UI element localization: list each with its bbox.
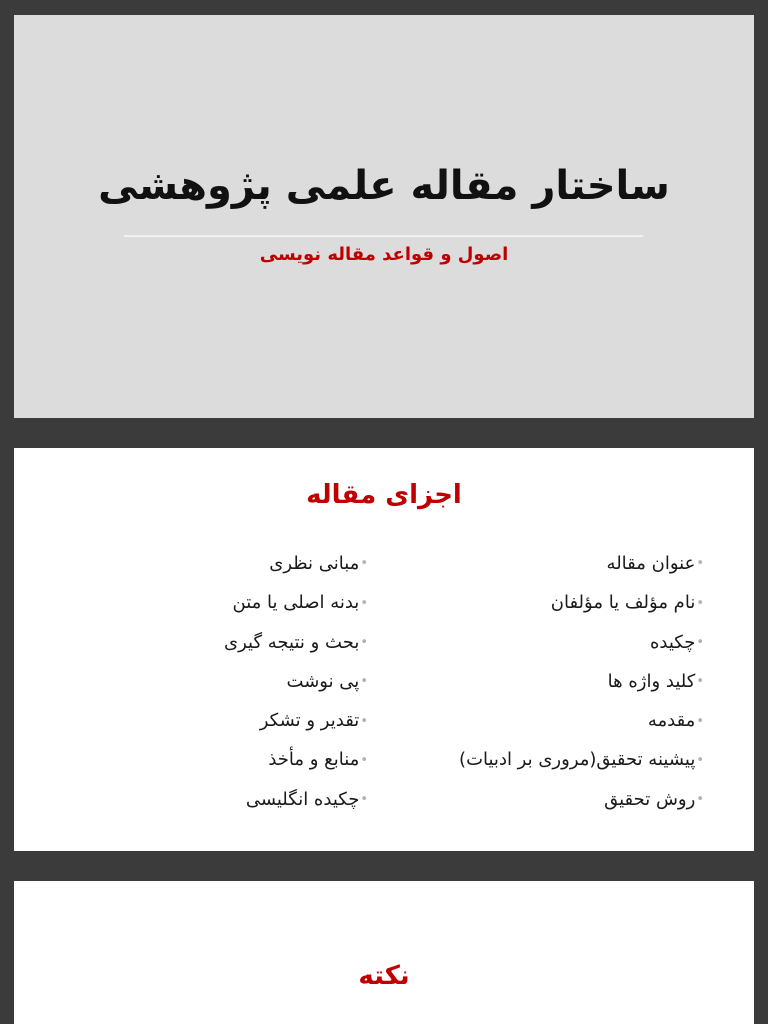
- list-item: [224, 583, 368, 622]
- bullet-icon: •: [360, 713, 368, 729]
- list-item-label: چکیده: [649, 631, 696, 653]
- slide-heading: اجزای مقاله: [306, 480, 462, 510]
- bullet-icon: •: [696, 634, 704, 650]
- slide-title[interactable]: [14, 15, 754, 418]
- list-item: [224, 662, 368, 701]
- presentation-title: ساختار مقاله علمی پژوهشی: [98, 163, 670, 209]
- presentation-subtitle: اصول و قواعد مقاله نویسی: [259, 244, 509, 265]
- list-item-label: تقدیر و تشکر: [259, 710, 360, 732]
- slide-note[interactable]: [14, 881, 754, 1024]
- list-item: [459, 701, 704, 740]
- list-item-label: پیشینه تحقیق(مروری بر ادبیات): [459, 749, 696, 771]
- bullet-icon: •: [360, 634, 368, 650]
- bullet-icon: •: [360, 674, 368, 690]
- bullet-icon: •: [696, 556, 704, 572]
- list-item-label: پی نوشت: [286, 670, 360, 692]
- bullet-icon: •: [360, 792, 368, 808]
- list-item: [459, 544, 704, 583]
- bullet-icon: •: [360, 595, 368, 611]
- list-item-label: بحث و نتیجه گیری: [224, 631, 360, 653]
- list-item-label: بدنه اصلی یا متن: [232, 592, 360, 614]
- list-item-label: نام مؤلف یا مؤلفان: [550, 592, 696, 614]
- list-item-label: کلید واژه ها: [607, 670, 696, 692]
- list-item: [224, 740, 368, 779]
- list-item: [224, 544, 368, 583]
- bullet-icon: •: [696, 595, 704, 611]
- list-item: [224, 701, 368, 740]
- bullet-icon: •: [360, 556, 368, 572]
- title-divider: [124, 235, 643, 237]
- list-item-label: مبانی نظری: [269, 553, 360, 574]
- bullet-icon: •: [696, 713, 704, 729]
- slide-article-parts[interactable]: [14, 448, 754, 851]
- list-item-label: روش تحقیق: [604, 788, 696, 810]
- list-item-label: چکیده انگلیسی: [245, 788, 360, 810]
- list-item: [224, 780, 368, 819]
- bullet-list-left: [224, 544, 368, 819]
- bullet-icon: •: [696, 792, 704, 808]
- bullet-list-right: [459, 544, 704, 819]
- bullet-icon: •: [696, 752, 704, 768]
- list-item: [459, 583, 704, 622]
- slide-heading: نکته: [358, 961, 410, 991]
- list-item: [459, 780, 704, 819]
- list-item-label: مقدمه: [647, 710, 696, 732]
- list-item: [459, 662, 704, 701]
- list-item-label: منابع و مأخذ: [268, 749, 360, 771]
- list-item: [459, 740, 704, 779]
- bullet-icon: •: [360, 752, 368, 768]
- list-item-label: عنوان مقاله: [606, 553, 696, 574]
- bullet-icon: •: [696, 674, 704, 690]
- list-item: [224, 623, 368, 662]
- list-item: [459, 623, 704, 662]
